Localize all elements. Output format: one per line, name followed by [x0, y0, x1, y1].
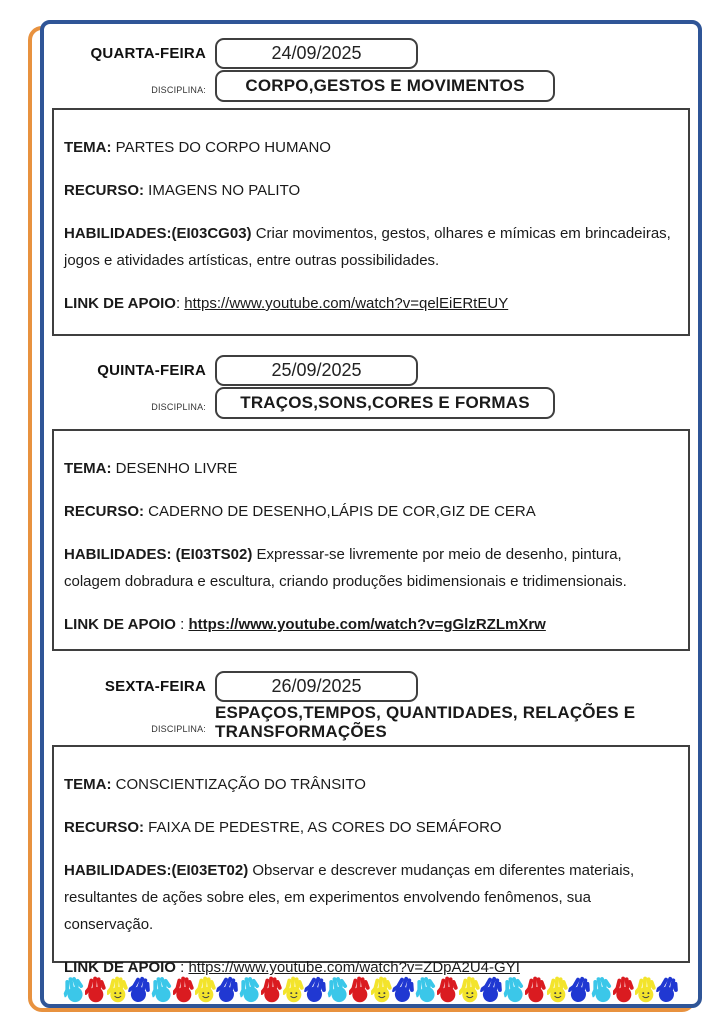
link-label: LINK DE APOIO: [64, 959, 176, 977]
section-sexta-feira: [44, 671, 698, 977]
link-separator: :: [175, 959, 189, 977]
recurso-value: CADERNO DE DESENHO,LÁPIS DE COR,GIZ DE CERA: [144, 503, 536, 520]
lesson-box: [52, 108, 690, 336]
tema-label: TEMA:: [64, 460, 112, 477]
disciplina-label: DISCIPLINA:: [151, 724, 206, 735]
hand-icon: [653, 973, 682, 1007]
main-blue-frame: [40, 20, 702, 1008]
link-label: LINK DE APOIO: [64, 616, 176, 633]
tema-value: PARTES DO CORPO HUMANO: [111, 139, 331, 156]
habilidades-value: Criar movimentos, gestos, olhares e mímicas em brincadeiras, jogos e atividades artísticas, entre outras possibilidades.: [64, 225, 671, 269]
hand-icon: [349, 975, 371, 1004]
habilidades-label: HABILIDADES: (EI03TS02): [64, 546, 253, 563]
habilidades-label: HABILIDADES:(EI03ET02): [64, 862, 249, 880]
hand-icon: [173, 975, 195, 1004]
hand-icon: [437, 975, 459, 1004]
day-label: SEXTA-FEIRA: [104, 678, 206, 695]
hand-icon: [613, 975, 635, 1004]
habilidades-value: Observar e descrever mudanças em diferentes materiais, resultantes de ações sobre eles, em experimentos envolvendo fenômenos, sua conservação.: [64, 862, 635, 934]
section-quinta-feira: [44, 355, 698, 651]
disciplina-label: DISCIPLINA:: [151, 402, 206, 412]
habilidades-label: HABILIDADES:(EI03CG03): [64, 225, 252, 242]
disciplina-box: CORPO,GESTOS E MOVIMENTOS: [215, 70, 555, 102]
disciplina-label: DISCIPLINA:: [151, 85, 206, 95]
recurso-label: RECURSO:: [64, 819, 145, 837]
link-label: LINK DE APOIO: [64, 295, 176, 312]
date-box: 26/09/2025: [215, 671, 418, 702]
recurso-line: [64, 177, 674, 204]
lesson-box: [52, 429, 690, 651]
date-box: 25/09/2025: [215, 355, 418, 386]
tema-line: [64, 134, 674, 161]
support-link[interactable]: https://www.youtube.com/watch?v=ZDpA2U4-GYI: [188, 959, 520, 977]
tema-line: [64, 771, 674, 798]
tema-line: [64, 455, 674, 482]
recurso-label: RECURSO:: [64, 503, 145, 520]
disciplina-text: ESPAÇOS,TEMPOS, QUANTIDADES, RELAÇÕES E TRANSFORMAÇÕES: [215, 703, 636, 742]
support-link[interactable]: https://www.youtube.com/watch?v=qelEiERtEUY: [184, 295, 509, 312]
habilidades-value: Expressar-se livremente por meio de desenho, pintura, colagem dobradura e escultura, criando produções bidimensionais e tridimensionais.: [64, 546, 627, 590]
link-separator: :: [175, 616, 189, 633]
day-label: QUARTA-FEIRA: [90, 45, 206, 62]
section-quarta-feira: [44, 38, 698, 336]
hand-icon: [261, 975, 283, 1004]
habilidades-line: [64, 857, 674, 938]
recurso-value: FAIXA DE PEDESTRE, AS CORES DO SEMÁFORO: [144, 819, 502, 837]
habilidades-line: [64, 220, 674, 274]
tema-value: DESENHO LIVRE: [111, 460, 238, 477]
hand-icon: [525, 975, 547, 1004]
hand-icon: [588, 973, 616, 1006]
support-link[interactable]: https://www.youtube.com/watch?v=gGlzRZLmXrw: [188, 616, 546, 633]
tema-label: TEMA:: [64, 776, 112, 794]
hand-icon: [500, 973, 528, 1006]
link-line: [64, 611, 674, 638]
date-box: 24/09/2025: [215, 38, 418, 69]
day-label: QUINTA-FEIRA: [97, 362, 206, 379]
hands-decoration: [44, 972, 698, 1004]
link-separator: :: [175, 295, 185, 312]
disciplina-box: TRAÇOS,SONS,CORES E FORMAS: [215, 387, 555, 419]
lesson-box: [52, 745, 690, 977]
recurso-line: [64, 814, 674, 841]
hand-icon: [85, 975, 107, 1004]
habilidades-line: [64, 541, 674, 595]
recurso-value: IMAGENS NO PALITO: [144, 182, 301, 199]
tema-value: CONSCIENTIZAÇÃO DO TRÂNSITO: [111, 776, 366, 794]
recurso-label: RECURSO:: [64, 182, 145, 199]
link-line: [64, 290, 674, 317]
tema-label: TEMA:: [64, 139, 112, 156]
recurso-line: [64, 498, 674, 525]
